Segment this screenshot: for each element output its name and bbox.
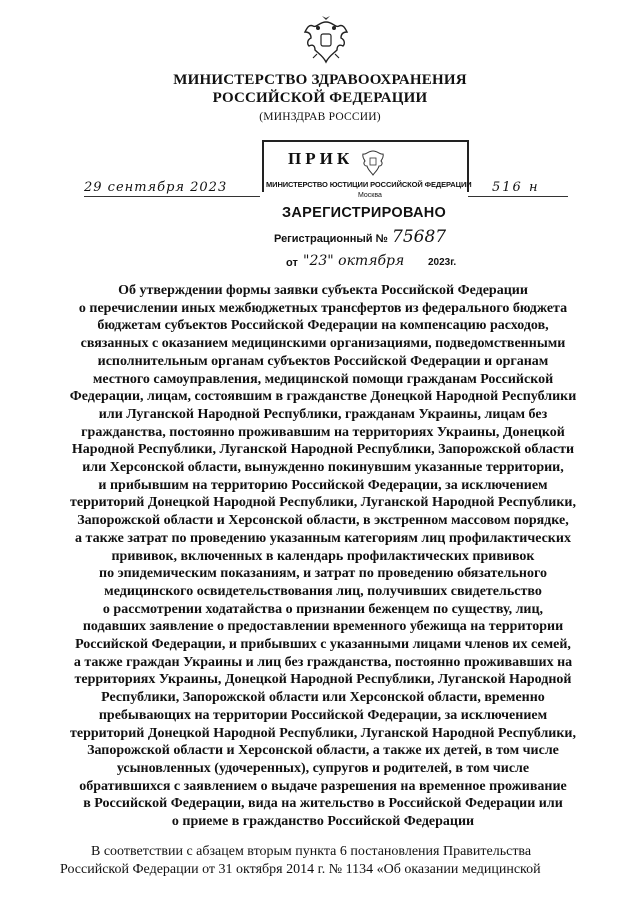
coat-of-arms-emblem-icon (303, 14, 349, 66)
title-line: или Луганской Народной Республики, гражданам Украины, лицам без (98, 406, 548, 422)
ministry-name-line2: РОССИЙСКОЙ ФЕДЕРАЦИИ (212, 90, 428, 106)
title-line: Российской Федерации, и прибывших с указанными лицами членов их семей, (75, 637, 571, 653)
title-line: территориях Украины, Донецкой Народной Республики, Луганской Народной (74, 672, 572, 688)
stamp-city: Москва (358, 192, 382, 199)
stamp-registration-number: 75687 (392, 227, 447, 247)
title-line: местного самоуправления, медицинской помощи гражданам Российской (92, 371, 554, 387)
title-line: пребывающих на территории Российской Федерации, за исключением (98, 707, 548, 723)
stamp-seal-emblem-icon (360, 148, 386, 176)
title-line: подавших заявление о предоставлении временного убежища на территории (82, 619, 564, 635)
title-line: Федерации, лицам, состоявшим в гражданстве Донецкой Народной Республики (69, 389, 577, 405)
stamp-ministry-name: МИНИСТЕРСТВО ЮСТИЦИИ РОССИЙСКОЙ ФЕДЕРАЦИИ (266, 180, 472, 189)
ministry-name-line1: МИНИСТЕРСТВО ЗДРАВООХРАНЕНИЯ (173, 72, 467, 88)
stamp-date-value: "23" октября (303, 253, 405, 269)
title-line: связанных с оказанием медицинскими организациями, подведомственными (80, 336, 566, 352)
document-type-heading: ПРИК (288, 149, 354, 168)
stamp-date-year: 2023г. (428, 257, 457, 268)
title-line: о приеме в гражданство Российской Федерации (171, 814, 475, 830)
body-line: Российской Федерации от 31 октября 2014 г. № 1134 «Об оказании медицинской (60, 862, 541, 877)
title-line: Народной Республики, Луганской Народной Республики, Запорожской области (71, 442, 575, 458)
document-body (60, 843, 602, 879)
title-line: по эпидемическим показаниям, и затрат по проведению обязательного (99, 566, 547, 582)
title-line: или Херсонской области, вынужденно покинувшим указанные территории, (82, 460, 564, 476)
title-line: и прибывшим на территорию Российской Федерации, за исключением (98, 477, 548, 493)
stamp-registered-status: ЗАРЕГИСТРИРОВАНО (282, 205, 447, 221)
ministry-short-name: (МИНЗДРАВ РОССИИ) (259, 111, 381, 123)
title-line: Запорожской области и Херсонской области, в экстренном массовом порядке, (77, 513, 569, 529)
order-number-handwritten: 516 н (492, 180, 540, 195)
title-line: обратившихся с заявлением о выдаче разрешения на временное проживание (79, 778, 567, 794)
title-line: в Российской Федерации, вида на жительство в Российской Федерации или (83, 796, 563, 812)
document-title (40, 282, 606, 831)
order-date-underline (84, 196, 260, 197)
title-line: прививок, включенных в календарь профилактических прививок (111, 548, 535, 564)
title-line: гражданства, постоянно проживавшим на территориях Украины, Донецкой (81, 424, 565, 440)
title-line: а также затрат по проведению указанным категориям лиц профилактических (75, 530, 571, 546)
title-line: о рассмотрении ходатайства о признании беженцем по существу, лиц, (102, 601, 544, 617)
title-line: бюджетам субъектов Российской Федерации на компенсацию расходов, (97, 318, 549, 334)
stamp-number-label: Регистрационный № (274, 233, 388, 245)
title-line: усыновленных (удочеренных), супругов и родителей, в том числе (116, 760, 530, 776)
order-number-underline (468, 196, 568, 197)
title-line: Об утверждении формы заявки субъекта Российской Федерации (118, 283, 528, 298)
stamp-date-label: от (286, 257, 298, 269)
order-date-handwritten: 29 сентября 2023 (84, 180, 228, 195)
title-line: а также граждан Украины и лиц без гражданства, постоянно проживавших на (73, 654, 573, 670)
title-line: территорий Донецкой Народной Республики, Луганской Народной Республики, (69, 725, 577, 741)
title-line: Республики, Запорожской области или Херсонской области, временно (101, 690, 545, 706)
title-line: Запорожской области и Херсонской области, а также их детей, в том числе (87, 743, 559, 759)
title-line: исполнительным органам субъектов Российской Федерации и органам (97, 353, 549, 369)
body-line: В соответствии с абзацем вторым пункта 6 постановления Правительства (91, 844, 532, 859)
title-line: территорий Донецкой Народной Республики, Луганской Народной Республики, (69, 495, 577, 511)
title-line: медицинского освидетельствования лиц, получивших свидетельство (104, 583, 542, 599)
title-line: о перечислении иных межбюджетных трансфертов из федерального бюджета (78, 300, 568, 316)
